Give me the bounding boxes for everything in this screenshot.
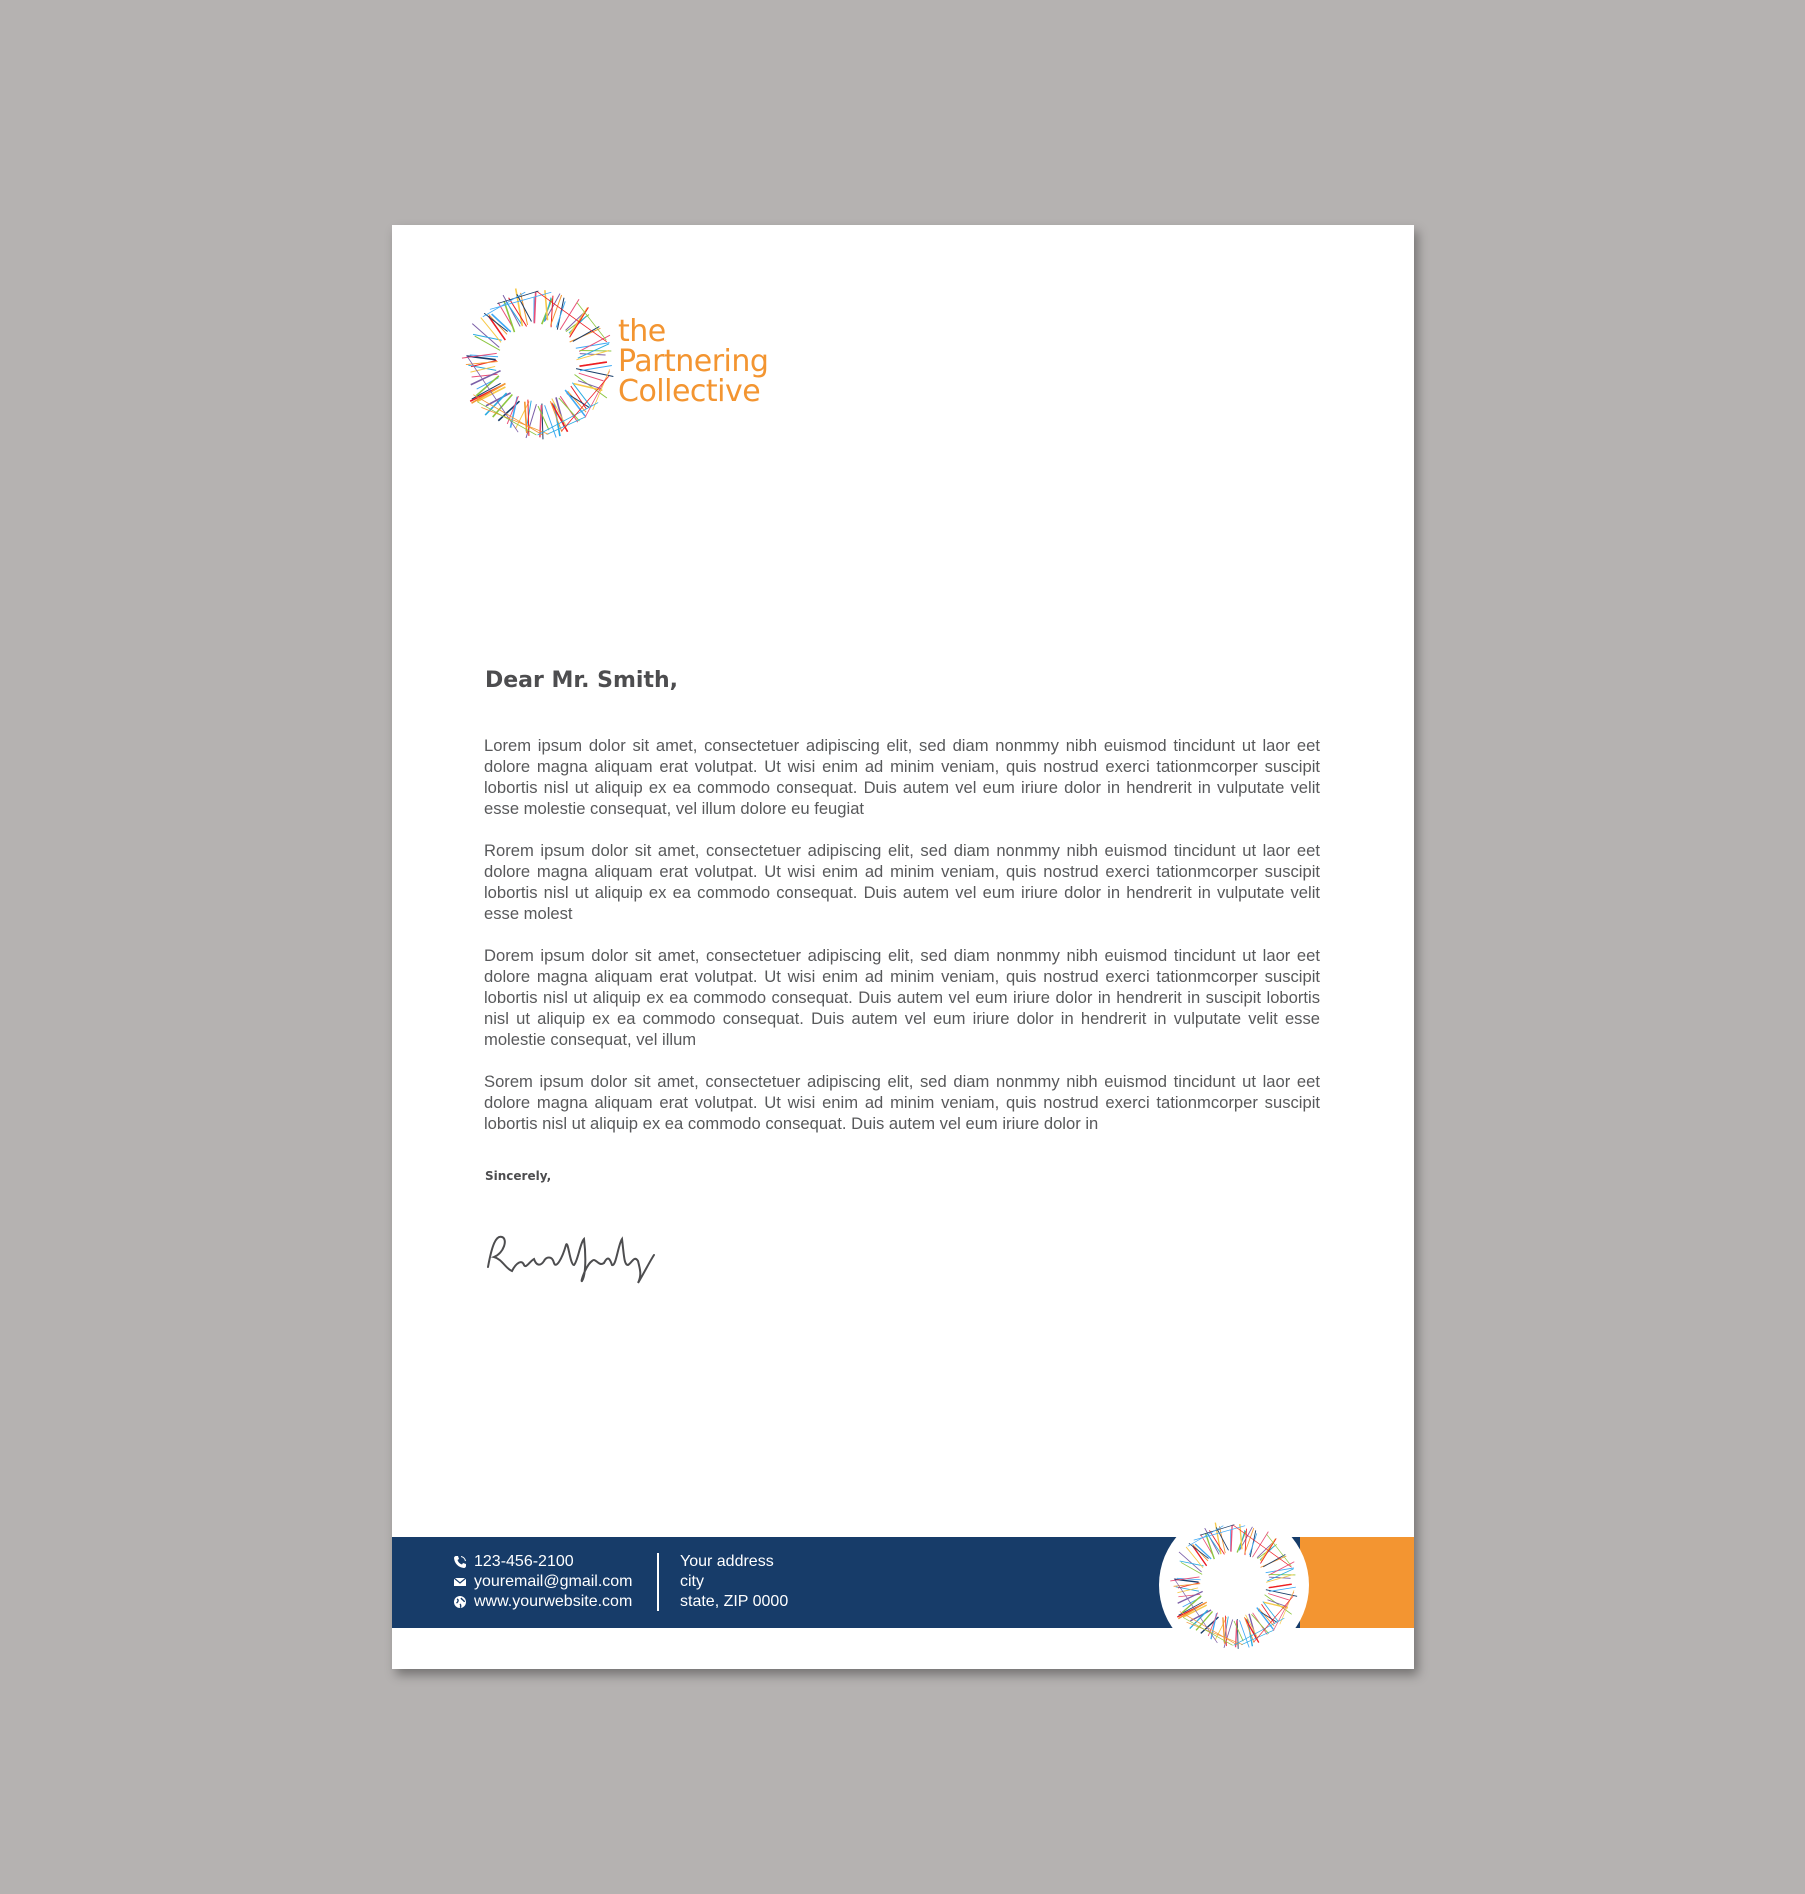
burst-line xyxy=(580,362,607,366)
closing: Sincerely, xyxy=(485,1169,552,1183)
burst-line xyxy=(1189,1543,1209,1558)
burst-line xyxy=(570,307,589,337)
burst-line xyxy=(484,313,507,331)
radial-lines-circle-icon xyxy=(1167,1518,1301,1652)
burst-line xyxy=(1269,1584,1292,1587)
radial-lines-circle-icon xyxy=(458,283,618,443)
burst-chord xyxy=(1254,1596,1293,1642)
contact-info xyxy=(452,1552,633,1612)
footer-accent xyxy=(1300,1537,1414,1628)
contact-website xyxy=(452,1592,633,1612)
globe-icon xyxy=(452,1595,468,1609)
burst-chord xyxy=(477,402,536,435)
address-line: Your address xyxy=(680,1553,774,1570)
burst-line xyxy=(1265,1595,1292,1615)
burst-line xyxy=(492,314,511,332)
paragraph: Lorem ipsum dolor sit amet, consectetuer adipiscing elit, sed diam nonmmy nibh euismod tincidunt ut laor eet dolore magna aliquam erat volutpat. Ut wisi enim ad minim veniam, quis nostrud exerci tationmcorper suscipit lobortis nisl ut aliquip ex ea commodo consequat. Duis autem vel eum iriure dolor in hendrerit in vulputate velit esse molestie consequat, vel illum dolore eu feugiat xyxy=(484,736,1320,818)
burst-line xyxy=(580,366,612,371)
logo xyxy=(458,283,798,443)
burst-line xyxy=(1269,1587,1296,1591)
letterhead-page xyxy=(392,225,1414,1669)
burst-chord xyxy=(1187,1622,1243,1644)
footer-divider xyxy=(657,1553,659,1611)
letter-body xyxy=(484,735,1320,1155)
website-text: www.yourwebsite.com xyxy=(474,1593,633,1610)
burst-line xyxy=(1260,1538,1276,1563)
burst-chord xyxy=(562,376,609,431)
salutation: Dear Mr. Smith, xyxy=(485,668,679,693)
burst-chord xyxy=(1183,1617,1232,1645)
signature xyxy=(482,1225,662,1285)
burst-line xyxy=(1195,1544,1211,1559)
mail-icon xyxy=(452,1575,468,1589)
email-text: youremail@gmail.com xyxy=(474,1573,633,1590)
phone-text: 123-456-2100 xyxy=(474,1553,574,1570)
burst-line xyxy=(575,375,607,398)
logo-wordmark xyxy=(618,314,769,409)
burst-chord xyxy=(481,407,548,434)
address-line: city xyxy=(680,1573,704,1590)
phone-icon xyxy=(452,1555,468,1569)
burst-line xyxy=(475,336,500,350)
address-block xyxy=(680,1552,788,1612)
paragraph: Sorem ipsum dolor sit amet, consectetuer adipiscing elit, sed diam nonmmy nibh euismod tincidunt ut laor eet dolore magna aliquam erat volutpat. Ut wisi enim ad minim veniam, quis nostrud exerci tationmcorper suscipit lobortis nisl ut aliquip ex ea commodo consequat. Duis autem vel eum iriure dolor in xyxy=(484,1072,1320,1133)
burst-line xyxy=(1181,1562,1202,1574)
footer-logo-badge xyxy=(1159,1510,1309,1660)
contact-email xyxy=(452,1572,633,1592)
contact-phone xyxy=(452,1552,633,1572)
paragraph: Rorem ipsum dolor sit amet, consectetuer adipiscing elit, sed diam nonmmy nibh euismod tincidunt ut laor eet dolore magna aliquam erat volutpat. Ut wisi enim ad minim veniam, quis nostrud exerci tationmcorper suscipit lobortis nisl ut aliquip ex ea commodo consequat. Duis autem vel eum iriure dolor in hendrerit in vulputate velit esse molest xyxy=(484,841,1320,923)
address-line: state, ZIP 0000 xyxy=(680,1593,789,1610)
logo-line-1: the xyxy=(618,314,666,349)
paragraph: Dorem ipsum dolor sit amet, consectetuer adipiscing elit, sed diam nonmmy nibh euismod tincidunt ut laor eet dolore magna aliquam erat volutpat. Ut wisi enim ad minim veniam, quis nostrud exerci tationmcorper suscipit lobortis nisl ut aliquip ex ea commodo consequat. Duis autem vel eum iriure dolor in hendrerit in suscipit lobortis nisl ut aliquip ex ea commodo consequat. Duis autem vel eum iriure dolor in hendrerit in vulputate velit esse molestie consequat, vel illum xyxy=(484,946,1320,1049)
logo-line-2: Partnering xyxy=(618,344,769,379)
logo-line-3: Collective xyxy=(618,374,761,409)
